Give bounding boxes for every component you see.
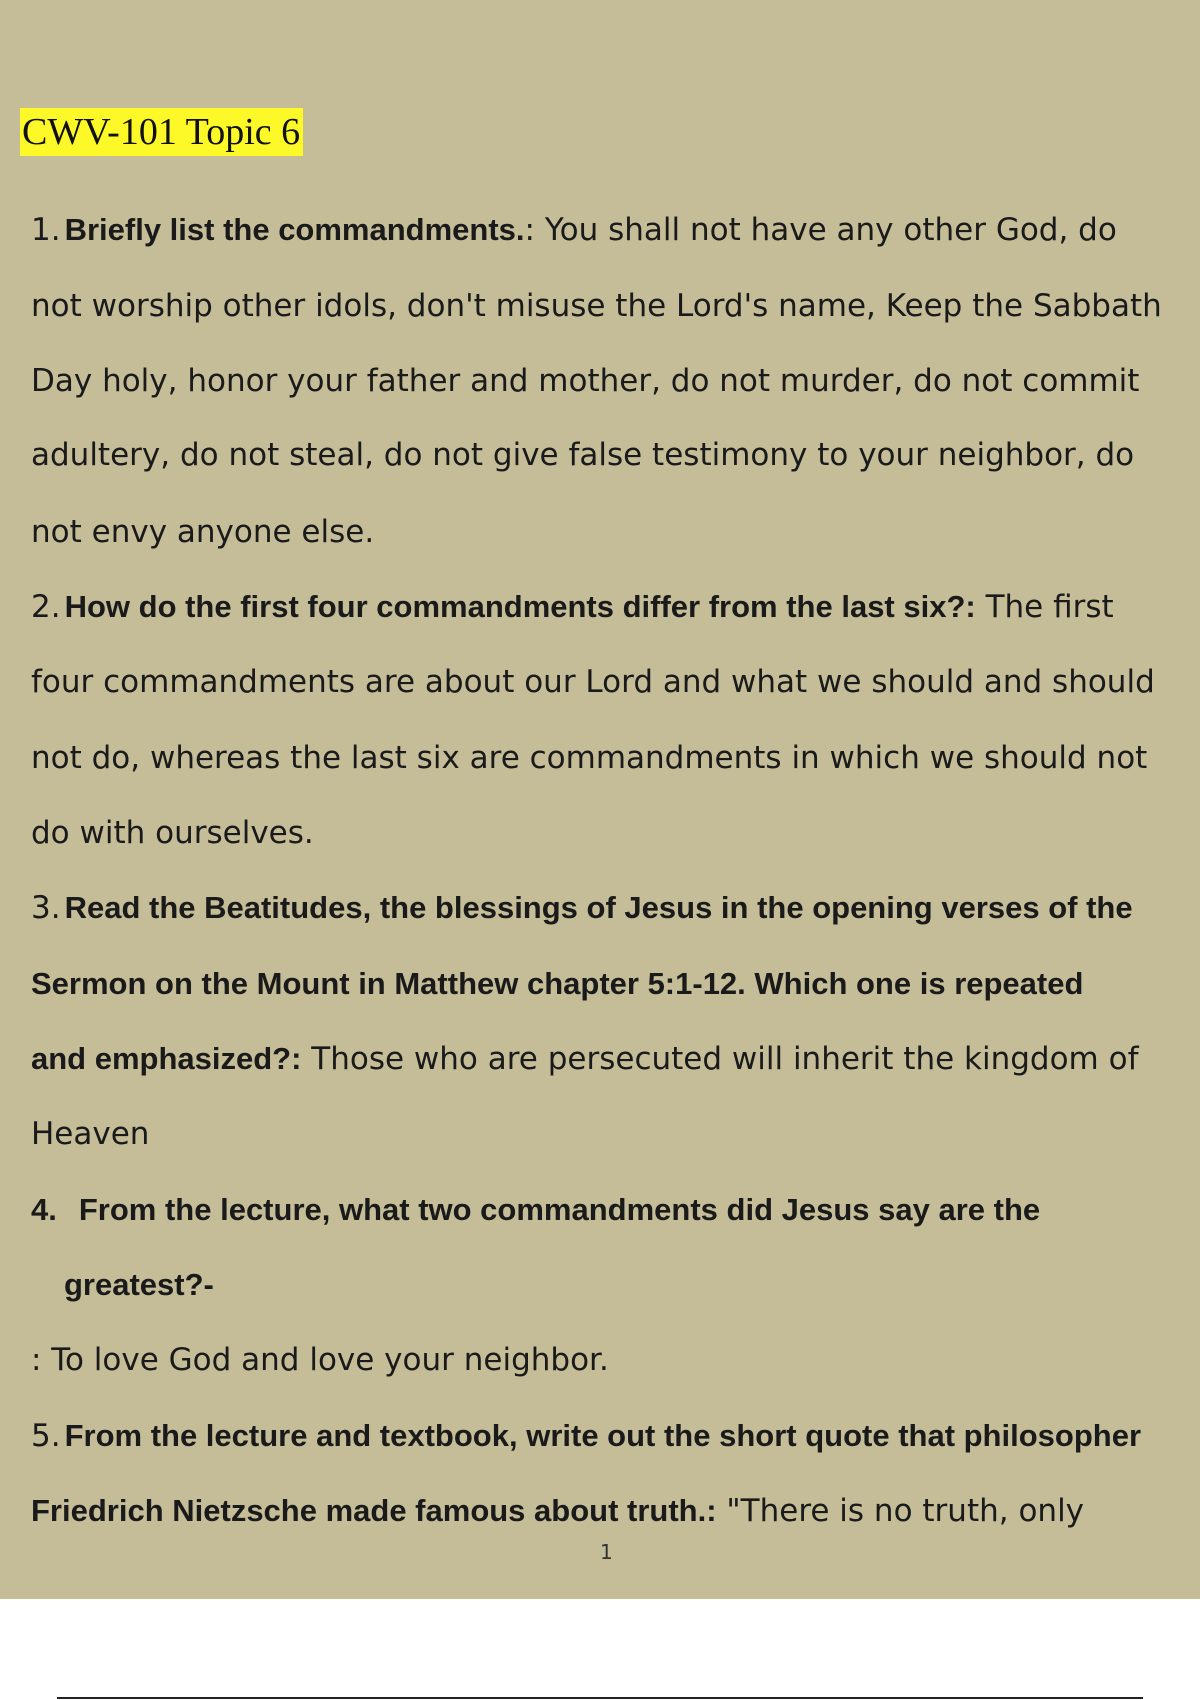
item-5-line-1 — [31, 1416, 1141, 1456]
item-4-line-1 — [31, 1190, 1040, 1230]
answer-line: adultery, do not steal, do not give false testimony to your neighbor, do — [31, 437, 1135, 473]
answer-text: The first — [985, 589, 1114, 625]
question-text: From the lecture, what two commandments did Jesus say are the — [78, 1192, 1041, 1227]
item-number: 3. — [31, 890, 61, 926]
question-text: How do the first four commandments differ from the last six?: — [64, 589, 976, 624]
answer-text: : You shall not have any other God, do — [524, 212, 1117, 248]
item-number: 1. — [31, 212, 61, 248]
question-line — [31, 964, 1083, 1004]
page-divider — [57, 1697, 1143, 1699]
answer-line: : To love God and love your neighbor. — [31, 1342, 609, 1378]
answer-line: not do, whereas the last six are commandments in which we should not — [31, 740, 1148, 776]
document-title: CWV-101 Topic 6 — [20, 108, 303, 156]
item-number: 4. — [31, 1192, 57, 1227]
item-number: 2. — [31, 589, 61, 625]
question-text: Read the Beatitudes, the blessings of Jesus in the opening verses of the — [64, 890, 1133, 925]
question-text: Briefly list the commandments. — [64, 212, 525, 247]
answer-line: four commandments are about our Lord and what we should and should — [31, 664, 1155, 700]
item-number: 5. — [31, 1418, 61, 1454]
question-text: greatest?- — [64, 1267, 214, 1302]
answer-line: not worship other idols, don't misuse the Lord's name, Keep the Sabbath — [31, 288, 1162, 324]
answer-line: Day holy, honor your father and mother, do not murder, do not commit — [31, 363, 1140, 399]
answer-text: Those who are persecuted will inherit the kingdom of — [311, 1041, 1139, 1077]
question-answer-line — [31, 1039, 1139, 1079]
question-text: Sermon on the Mount in Matthew chapter 5:1-12. Which one is repeated — [31, 966, 1084, 1001]
question-text: and emphasized?: — [31, 1041, 302, 1076]
answer-line: not envy anyone else. — [31, 514, 375, 550]
question-text: From the lecture and textbook, write out the short quote that philosopher — [64, 1418, 1142, 1453]
question-line — [64, 1265, 214, 1305]
question-text: Friedrich Nietzsche made famous about truth.: — [31, 1493, 717, 1528]
answer-line: Heaven — [31, 1116, 150, 1152]
answer-line: do with ourselves. — [31, 815, 314, 851]
answer-text: "There is no truth, only — [726, 1493, 1085, 1529]
question-answer-line — [31, 1491, 1084, 1531]
item-2-line-1 — [31, 587, 1114, 627]
item-3-line-1 — [31, 888, 1133, 928]
page-number: 1 — [600, 1540, 613, 1564]
item-1-line-1 — [31, 210, 1117, 250]
